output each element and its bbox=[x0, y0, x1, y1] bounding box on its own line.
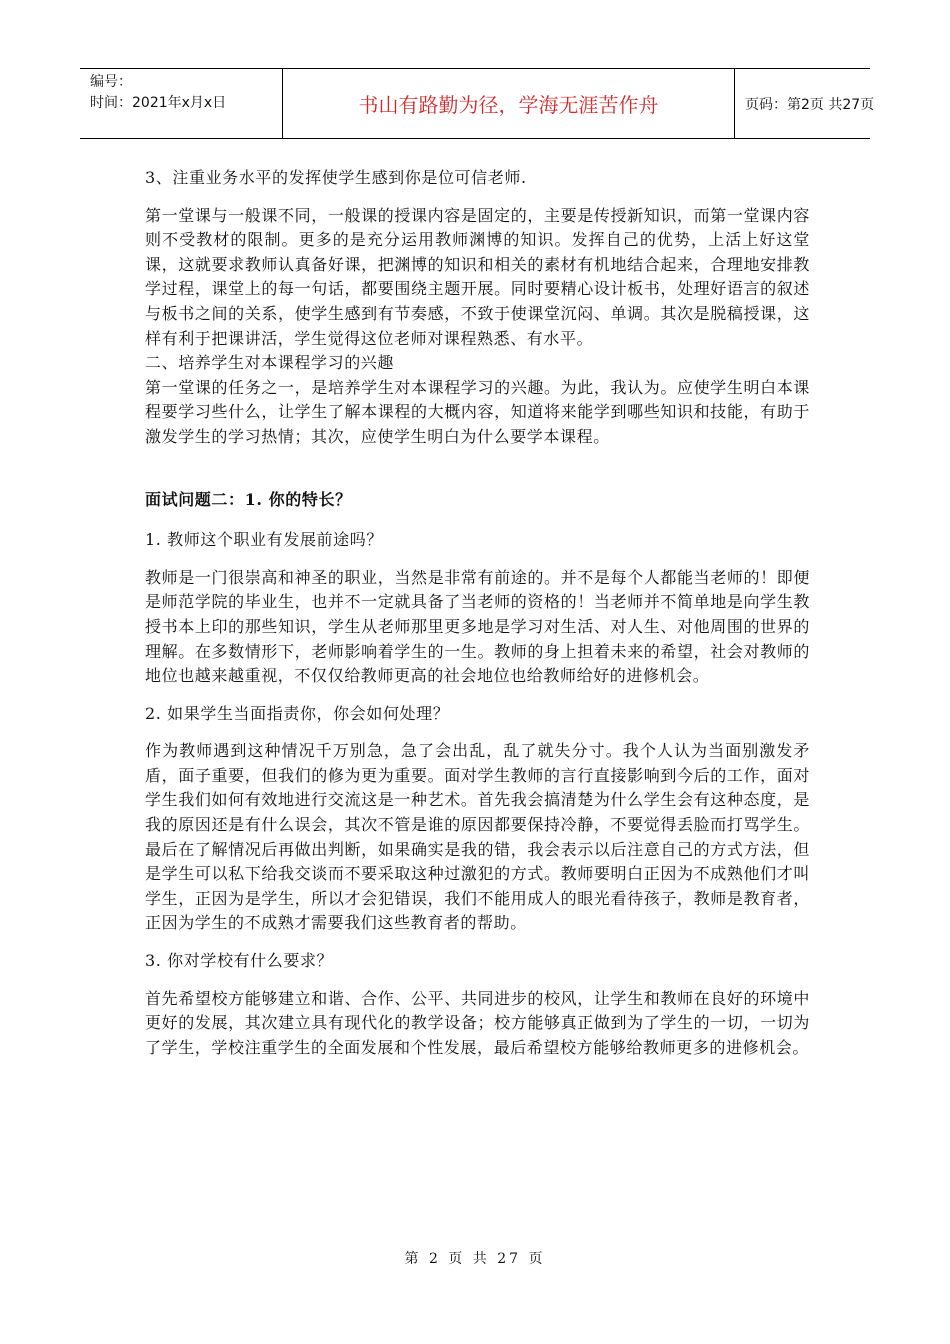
answer-2: 作为教师遇到这种情况千万别急，急了会出乱，乱了就失分寸。我个人认为当面别激发矛盾，面子重要，但我们的修为更为重要。面对学生教师的言行直接影响到今后的工作，面对学生我们如何有效地进行交流这是一种艺术。首先我会搞清楚为什么学生会有这种态度，是我的原因还是有什么误会，其次不管是谁的原因都要保持冷静，不要觉得丢脸而打骂学生。最后在了解情况后再做出判断，如果确实是我的错，我会表示以后注意自己的方式方法，但是学生可以私下给我交谈而不要采取这种过激犯的方式。教师要明白正因为不成熟他们才叫学生，正因为是学生，所以才会犯错误，我们不能用成人的眼光看待孩子，教师是教育者，正因为学生的不成熟才需要我们这些教育者的帮助。 bbox=[145, 741, 810, 933]
page-footer: 第 2 页 共 27 页 bbox=[404, 1251, 546, 1267]
section-heading-interest: 二、培养学生对本课程学习的兴趣 bbox=[145, 353, 395, 373]
document-date-label: 时间：2021年x月x日 bbox=[90, 95, 227, 111]
paragraph-first-lesson: 第一堂课与一般课不同，一般课的授课内容是固定的，主要是传授新知识，而第一堂课内容则不受教材的限制。更多的是充分运用教师渊博的知识。发挥自己的优势，上活上好这堂课，这就要求教师认真备好课，把渊博的知识和相关的素材有机地结合起来，合理地安排教学过程，课堂上的每一句话，都要围绕主题开展。同时要精心设计板书，处理好语言的叙述与板书之间的关系，使学生感到有节奏感，不致于使课堂沉闷、单调。其次是脱稿授课，这样有利于把课讲活，学生觉得这位老师对课程熟悉、有水平。 bbox=[145, 205, 810, 348]
document-body bbox=[145, 166, 810, 1060]
interview-question-heading: 面试问题二：1. 你的特长？ bbox=[145, 489, 352, 509]
header-meta bbox=[80, 69, 282, 138]
question-3: 3. 你对学校有什么要求？ bbox=[145, 951, 334, 971]
question-1: 1. 教师这个职业有发展前途吗？ bbox=[145, 530, 383, 550]
answer-1: 教师是一门很崇高和神圣的职业，当然是非常有前途的。并不是每个人都能当老师的！即便是师范学院的毕业生，也并不一定就具备了当老师的资格的！当老师并不简单地是向学生教授书本上印的那些知识，学生从老师那里更多地是学习对生活、对人生、对他周围的世界的理解。在多数情形下，老师影响着学生的一生。教师的身上担着未来的希望，社会对教师的地位也越来越重视，不仅仅给教师更高的社会地位也给教师给好的进修机会。 bbox=[145, 567, 810, 686]
document-number-label: 编号： bbox=[90, 74, 132, 90]
header-page-code: 页码：第2页 共27页 bbox=[745, 96, 875, 113]
question-2: 2. 如果学生当面指责你，你会如何处理？ bbox=[145, 703, 450, 723]
answer-3: 首先希望校方能够建立和谐、合作、公平、共同进步的校风，让学生和教师在良好的环境中更好的发展，其次建立具有现代化的教学设备；校方能够真正做到为了学生的一切，一切为了学生，学校注重学生的全面发展和个性发展，最后希望校方能够给教师更多的进修机会。 bbox=[145, 988, 810, 1057]
page-header bbox=[80, 68, 875, 139]
paragraph-interest: 第一堂课的任务之一，是培养学生对本课程学习的兴趣。为此，我认为。应使学生明白本课程要学习些什么，让学生了解本课程的大概内容，知道将来能学到哪些知识和技能，有助于激发学生的学习热情；其次，应使学生明白为什么要学本课程。 bbox=[145, 377, 810, 446]
header-motto: 书山有路勤为径，学海无涯苦作舟 bbox=[282, 69, 735, 138]
paragraph-point-3: 3、注重业务水平的发挥使学生感到你是位可信老师. bbox=[145, 168, 527, 187]
